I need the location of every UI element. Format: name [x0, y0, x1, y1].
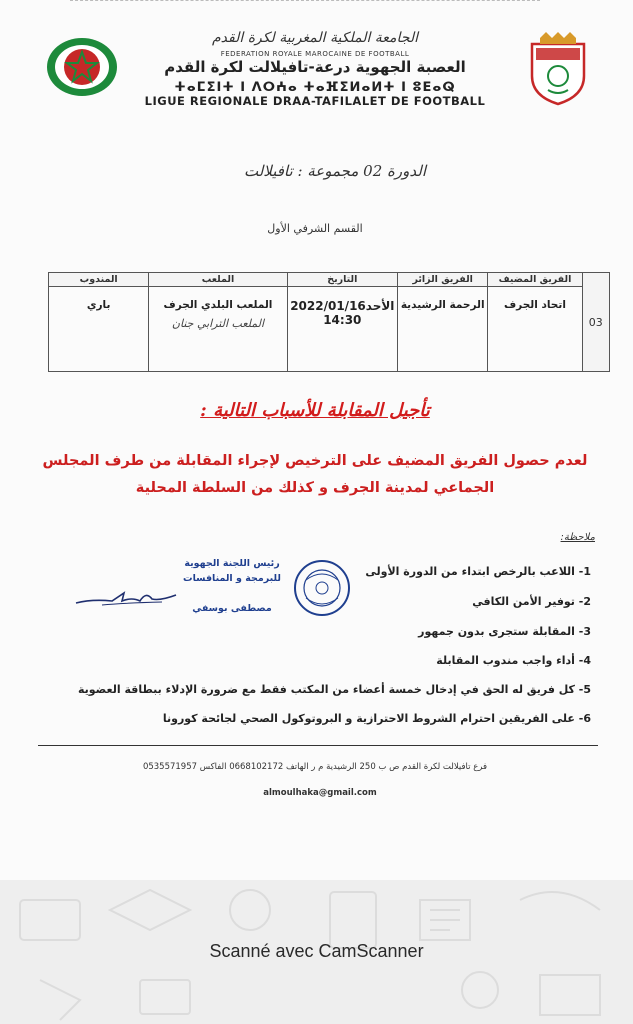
official-stamp — [292, 558, 352, 618]
signature-title-2: للبرمجة و المنافسات — [183, 573, 281, 584]
round-title: الدورة 02 مجموعة : تافيلالت — [243, 162, 426, 180]
note-item: 6- على الفريقين احترام الشروط الاحترازية و البروتوكول الصحي لجائحة كورونا — [162, 712, 591, 725]
league-logo — [512, 30, 604, 108]
note-item: 4- أداء واجب مندوب المقابلة — [436, 654, 591, 667]
stadium-name: الملعب البلدي الجرف — [163, 299, 273, 311]
note-item: 2- توفير الأمن الكافي — [472, 595, 591, 608]
away-team-name: الرحمة الرشيدية — [400, 299, 485, 311]
cell-date — [287, 287, 397, 372]
cell-home-team — [488, 287, 582, 372]
match-table — [48, 272, 610, 372]
footer-address: فرع تافيلالت لكرة القدم ص ب 250 الرشيدية م ر الهاتف 0668102172 الفاكس 0535571957 — [142, 762, 488, 772]
federation-arabic-calligraphy: الجامعة الملكية المغربية لكرة القدم — [211, 30, 419, 46]
table-row — [49, 287, 610, 372]
footer-divider — [38, 745, 598, 746]
postponement-title: تأجيل المقابلة للأسباب التالية : — [200, 400, 430, 421]
league-name-fr: LIGUE REGIONALE DRAA-TAFILALET DE FOOTBALL — [144, 94, 486, 108]
match-number: 03 — [582, 273, 610, 372]
cell-away-team — [397, 287, 487, 372]
cell-stadium — [149, 287, 287, 372]
signature-block — [72, 553, 372, 633]
handwritten-signature — [72, 581, 182, 611]
signature-name: مصطفى بوسفي — [192, 603, 272, 614]
delegate-name: باري — [86, 299, 111, 311]
camscanner-watermark — [0, 880, 633, 1024]
league-name-tifinagh: ⵜⴰⵎⵉⵏⵜ ⵏ ⴷⵔⵄⴰ ⵜⴰⴼⵉⵍⴰⵍⵜ ⵏ ⵓⴹⴰⵕ — [174, 80, 456, 95]
notes-heading: ملاحظة: — [560, 532, 595, 543]
header-away-team: الفريق الزائر — [397, 273, 487, 287]
footer-email: almoulhaka@gmail.com — [263, 788, 377, 798]
federation-name-fr: FEDERATION ROYALE MAROCAINE DE FOOTBALL — [220, 50, 410, 58]
header-stadium: الملعب — [149, 273, 287, 287]
note-item: 5- كل فريق له الحق في إدخال خمسة أعضاء من المكتب فقط مع ضرورة الإدلاء ببطاقة العضوية — [77, 683, 591, 696]
top-dashed-line — [70, 0, 540, 1]
match-time: 14:30 — [323, 313, 362, 327]
match-date: الأحد2022/01/16 — [290, 299, 395, 313]
header-date: التاريخ — [287, 273, 397, 287]
header-home-team: الفريق المضيف — [488, 273, 582, 287]
postponement-line-2: الجماعي لمدينة الجرف و كذلك من السلطة المحلية — [135, 480, 495, 496]
camscanner-label: Scanné avec CamScanner — [209, 941, 424, 961]
division-title: القسم الشرفي الأول — [267, 222, 363, 235]
stadium-handwritten-note: الملعب الترابي جنان — [171, 317, 265, 330]
signature-title-1: رئيس اللجنة الجهوية — [184, 558, 280, 569]
table-header-row — [49, 273, 610, 287]
note-item: 1- اللاعب بالرخص ابتداء من الدورة الأولى — [365, 565, 591, 578]
cell-delegate — [49, 287, 149, 372]
home-team-name: اتحاد الجرف — [503, 299, 566, 311]
header-delegate: المندوب — [49, 273, 149, 287]
postponement-line-1: لعدم حصول الفريق المضيف على الترخيص لإجراء المقابلة من طرف المجلس — [42, 453, 588, 469]
postponement-reason — [40, 448, 590, 502]
note-item: 3- المقابلة ستجرى بدون جمهور — [418, 625, 591, 638]
league-name-arabic: العصبة الجهوية درعة-تافيلالت لكرة القدم — [164, 58, 466, 76]
frmf-logo — [45, 36, 120, 98]
